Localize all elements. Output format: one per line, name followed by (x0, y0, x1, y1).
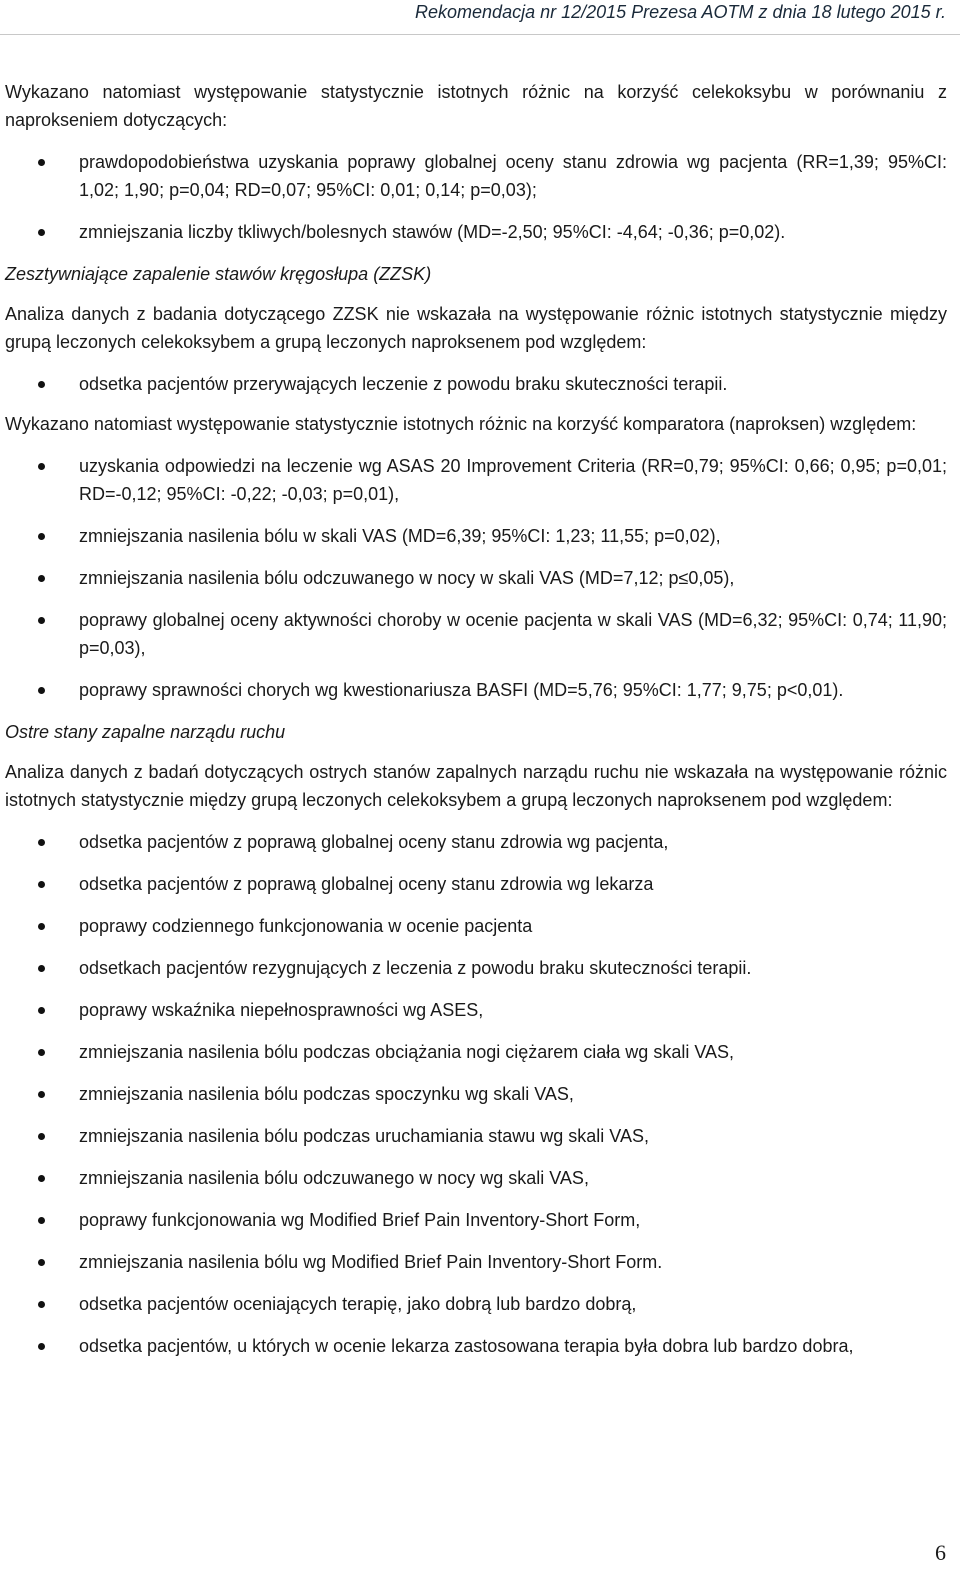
section-heading-zzsk: Zesztywniające zapalenie stawów kręgosłupa (ZZSK) (5, 264, 432, 284)
bullet-icon (38, 1259, 45, 1266)
bullet-icon (38, 965, 45, 972)
list-item: zmniejszania nasilenia bólu wg Modified Brief Pain Inventory-Short Form. (5, 1248, 947, 1276)
paragraph-comparator: Wykazano natomiast występowanie statystycznie istotnych różnic na korzyść komparatora (naproksen) względem: (5, 414, 917, 434)
list-item: poprawy sprawności chorych wg kwestionariusza BASFI (MD=5,76; 95%CI: 1,77; 9,75; p<0,01). (5, 676, 947, 704)
bullet-icon (38, 1175, 45, 1182)
bullet-icon (38, 923, 45, 930)
bullet-icon (38, 1091, 45, 1098)
list-item: zmniejszania nasilenia bólu odczuwanego w nocy w skali VAS (MD=7,12; p≤0,05), (5, 564, 947, 592)
bullet-icon (38, 533, 45, 540)
list-item: zmniejszania nasilenia bólu podczas uruchamiania stawu wg skali VAS, (5, 1122, 947, 1150)
document-header: Rekomendacja nr 12/2015 Prezesa AOTM z dnia 18 lutego 2015 r. (415, 2, 946, 22)
list-celecoxib-advantages (5, 148, 947, 246)
list-item: poprawy funkcjonowania wg Modified Brief Pain Inventory-Short Form, (5, 1206, 947, 1234)
bullet-icon (38, 1343, 45, 1350)
list-item: odsetka pacjentów, u których w ocenie lekarza zastosowana terapia była dobra lub bardzo dobra, (5, 1332, 947, 1360)
list-item: zmniejszania nasilenia bólu podczas spoczynku wg skali VAS, (5, 1080, 947, 1108)
list-item: zmniejszania liczby tkliwych/bolesnych stawów (MD=-2,50; 95%CI: -4,64; -0,36; p=0,02). (5, 218, 947, 246)
bullet-icon (38, 1217, 45, 1224)
list-zzsk-no-difference (5, 370, 947, 398)
header-divider (0, 34, 960, 35)
bullet-icon (38, 1133, 45, 1140)
bullet-icon (38, 1301, 45, 1308)
list-item: odsetka pacjentów oceniających terapię, jako dobrą lub bardzo dobrą, (5, 1290, 947, 1318)
bullet-icon (38, 881, 45, 888)
bullet-icon (38, 575, 45, 582)
paragraph-zzsk-analysis: Analiza danych z badania dotyczącego ZZSK nie wskazała na występowanie różnic istotnych statystycznie między grupą leczonych celekoksybem a grupą leczonych naproksenem pod względem: (5, 304, 947, 352)
list-item: prawdopodobieństwa uzyskania poprawy globalnej oceny stanu zdrowia wg pacjenta (RR=1,39; 95%CI: 1,02; 1,90; p=0,04; RD=0,07; 95%CI: 0,01; 0,14; p=0,03); (5, 148, 947, 204)
bullet-icon (38, 1049, 45, 1056)
list-item: poprawy globalnej oceny aktywności choroby w ocenie pacjenta w skali VAS (MD=6,32; 95%CI: 0,74; 11,90; p=0,03), (5, 606, 947, 662)
list-item: poprawy codziennego funkcjonowania w ocenie pacjenta (5, 912, 947, 940)
list-item: odsetka pacjentów przerywających leczenie z powodu braku skuteczności terapii. (5, 370, 947, 398)
bullet-icon (38, 229, 45, 236)
document-body (5, 78, 947, 1374)
bullet-icon (38, 687, 45, 694)
paragraph-intro: Wykazano natomiast występowanie statystycznie istotnych różnic na korzyść celekoksybu w porównaniu z naprokseniem dotyczących: (5, 82, 947, 130)
list-item: zmniejszania nasilenia bólu odczuwanego w nocy wg skali VAS, (5, 1164, 947, 1192)
list-item: poprawy wskaźnika niepełnosprawności wg ASES, (5, 996, 947, 1024)
bullet-icon (38, 839, 45, 846)
list-item: odsetkach pacjentów rezygnujących z leczenia z powodu braku skuteczności terapii. (5, 954, 947, 982)
bullet-icon (38, 463, 45, 470)
list-naproxen-advantages (5, 452, 947, 704)
bullet-icon (38, 159, 45, 166)
list-item: uzyskania odpowiedzi na leczenie wg ASAS 20 Improvement Criteria (RR=0,79; 95%CI: 0,66; 0,95; p=0,01; RD=-0,12; 95%CI: -0,22; -0,03; p=0,01), (5, 452, 947, 508)
list-item: zmniejszania nasilenia bólu w skali VAS (MD=6,39; 95%CI: 1,23; 11,55; p=0,02), (5, 522, 947, 550)
list-item: odsetka pacjentów z poprawą globalnej oceny stanu zdrowia wg lekarza (5, 870, 947, 898)
bullet-icon (38, 1007, 45, 1014)
page-number: 6 (935, 1540, 946, 1565)
list-item: odsetka pacjentów z poprawą globalnej oceny stanu zdrowia wg pacjenta, (5, 828, 947, 856)
bullet-icon (38, 381, 45, 388)
bullet-icon (38, 617, 45, 624)
paragraph-ostre-analysis: Analiza danych z badań dotyczących ostrych stanów zapalnych narządu ruchu nie wskazała na występowanie różnic istotnych statystycznie między grupą leczonych celekoksybem a grupą leczonych naproksenem pod względem: (5, 762, 947, 810)
section-heading-ostre: Ostre stany zapalne narządu ruchu (5, 722, 286, 742)
list-item: zmniejszania nasilenia bólu podczas obciążania nogi ciężarem ciała wg skali VAS, (5, 1038, 947, 1066)
list-ostre-no-difference (5, 828, 947, 1360)
